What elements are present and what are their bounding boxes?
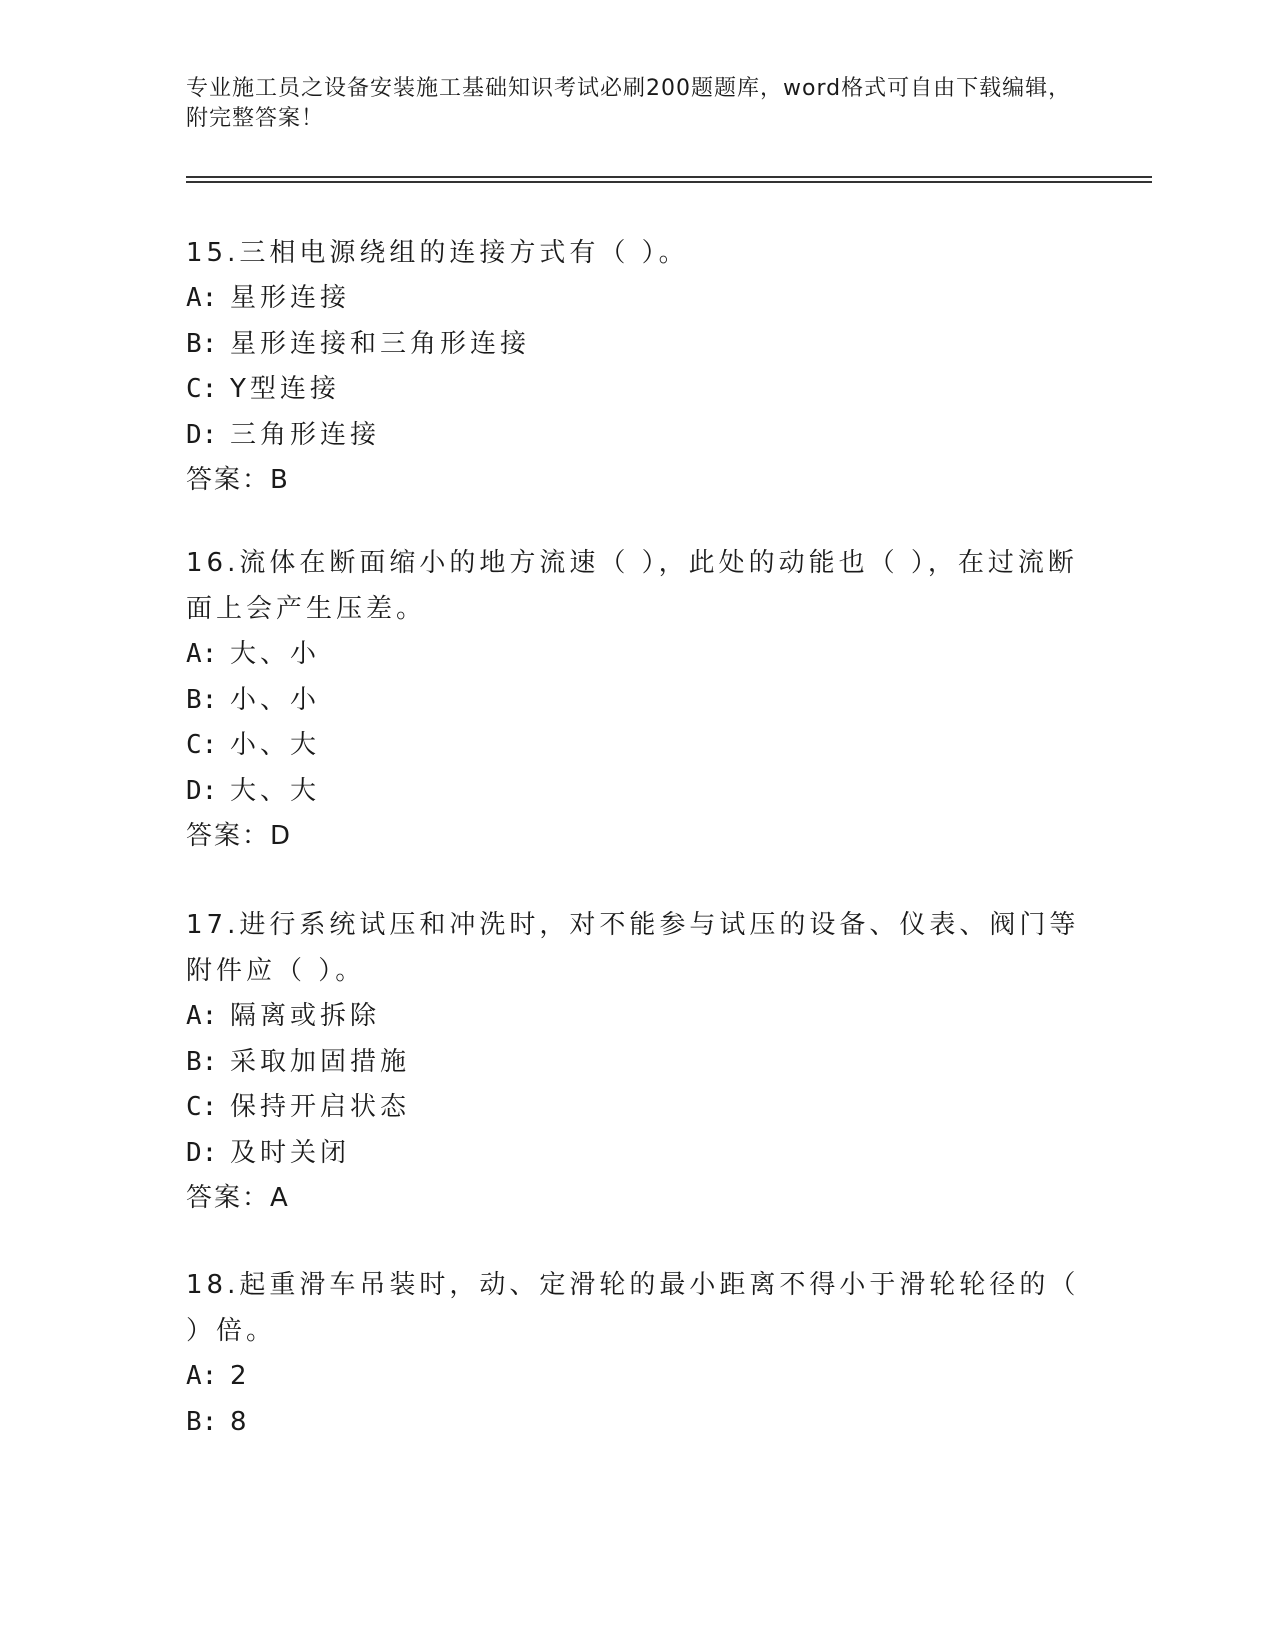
- option-text: 小、小: [230, 684, 321, 715]
- option-text: 大、大: [230, 775, 321, 806]
- option-b: [186, 678, 1086, 724]
- option-a: [186, 994, 1086, 1040]
- option-c: [186, 367, 1086, 413]
- option-key: C:: [186, 730, 218, 760]
- question-text: 15.三相电源绕组的连接方式有（ ）。: [186, 238, 689, 268]
- option-text: 保持开启状态: [230, 1092, 411, 1122]
- option-key: C:: [186, 1092, 218, 1122]
- answer-label: 答案：: [186, 1183, 271, 1213]
- option-key: A:: [186, 639, 218, 669]
- question-text: 17.进行系统试压和冲洗时，对不能参与试压的设备、仪表、阀门等附件应（ ）。: [186, 910, 1080, 986]
- question-text: 16.流体在断面缩小的地方流速（ ），此处的动能也（ ），在过流断面上会产生压差。: [186, 548, 1078, 624]
- option-text: 2: [230, 1361, 251, 1391]
- question-15: [186, 230, 1086, 504]
- answer-label: 答案：: [186, 821, 271, 851]
- option-text: 大、小: [230, 639, 321, 669]
- answer: [186, 814, 1086, 860]
- question-16: [186, 540, 1086, 860]
- option-key: D:: [186, 419, 218, 450]
- option-key: D:: [186, 775, 218, 806]
- option-key: A:: [186, 1361, 218, 1391]
- option-key: B:: [186, 1406, 218, 1437]
- answer: [186, 458, 1086, 504]
- option-d: [186, 769, 1086, 815]
- header-divider-top: [186, 176, 1152, 178]
- option-a: [186, 632, 1086, 678]
- option-text: 采取加固措施: [230, 1046, 411, 1077]
- answer: [186, 1176, 1086, 1222]
- option-d: [186, 1131, 1086, 1177]
- answer-label: 答案：: [186, 465, 271, 495]
- question-text: 18.起重滑车吊装时，动、定滑轮的最小距离不得小于滑轮轮径的（ ）倍。: [186, 1270, 1080, 1346]
- option-key: C:: [186, 374, 218, 404]
- option-text: 星形连接和三角形连接: [230, 328, 531, 359]
- option-a: [186, 276, 1086, 322]
- question-17: [186, 902, 1086, 1222]
- option-text: 及时关闭: [230, 1137, 351, 1168]
- option-key: B:: [186, 1046, 218, 1077]
- document-header: 专业施工员之设备安装施工基础知识考试必刷200题题库，word格式可自由下载编辑，附完整答案！: [186, 76, 1072, 131]
- option-key: A:: [186, 283, 218, 313]
- option-key: B:: [186, 684, 218, 715]
- option-text: Y型连接: [230, 374, 340, 404]
- option-b: [186, 322, 1086, 368]
- option-text: 隔离或拆除: [230, 1001, 381, 1031]
- option-text: 8: [230, 1406, 251, 1437]
- question-18: [186, 1262, 1086, 1445]
- answer-value: A: [270, 1183, 290, 1213]
- option-text: 小、大: [230, 730, 321, 760]
- header-divider-bottom: [186, 181, 1152, 183]
- option-key: B:: [186, 328, 218, 359]
- option-c: [186, 1085, 1086, 1131]
- option-text: 星形连接: [230, 283, 351, 313]
- option-c: [186, 723, 1086, 769]
- answer-value: D: [270, 821, 293, 851]
- answer-value: B: [270, 465, 290, 495]
- option-key: A:: [186, 1001, 218, 1031]
- option-a: [186, 1354, 1086, 1400]
- option-text: 三角形连接: [230, 419, 381, 450]
- option-d: [186, 413, 1086, 459]
- option-key: D:: [186, 1137, 218, 1168]
- option-b: [186, 1040, 1086, 1086]
- option-b: [186, 1400, 1086, 1446]
